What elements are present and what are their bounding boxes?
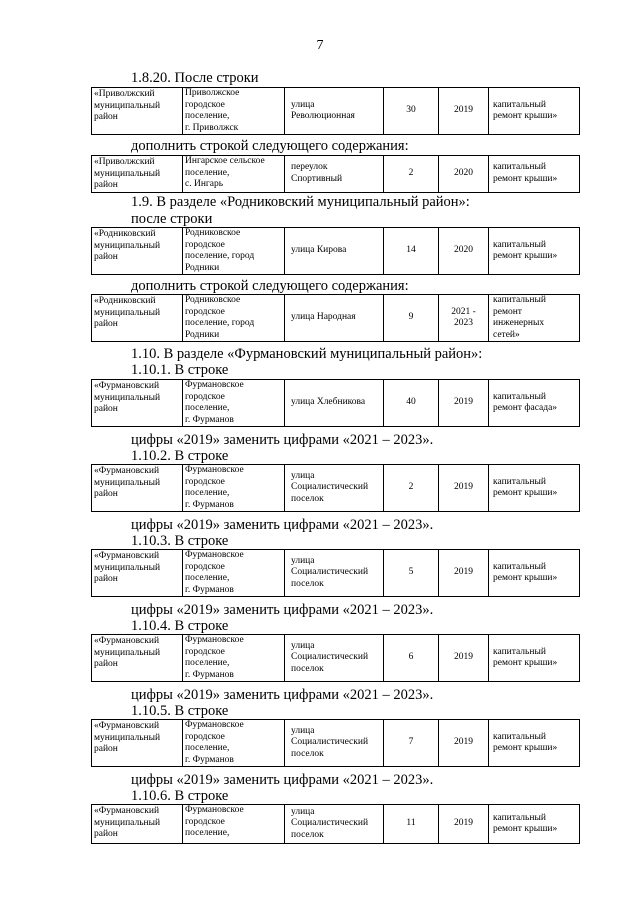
cell-district: «Приволжский муниципальный район: [92, 156, 183, 193]
cell-work-type: капитальный ремонт фасада»: [489, 380, 580, 427]
table-row: [91, 804, 580, 844]
cell-work-type: капитальный ремонт крыши»: [489, 88, 580, 135]
cell-house: 14: [384, 228, 439, 275]
cell-street: переулок Спортивный: [285, 156, 384, 193]
cell-street: улица Социалистический поселок: [285, 805, 384, 844]
section-heading: 1.10.5. В строке: [131, 703, 229, 719]
cell-street: улица Кирова: [285, 228, 384, 275]
section-heading: 1.10. В разделе «Фурмановский муниципальный район»:: [131, 346, 483, 362]
cell-street: улица Народная: [285, 295, 384, 342]
cell-house: 9: [384, 295, 439, 342]
section-heading: 1.10.4. В строке: [131, 618, 229, 634]
table-row: [91, 155, 580, 193]
section-heading: 1.8.20. После строки: [131, 70, 259, 86]
instruction-line: дополнить строкой следующего содержания:: [131, 138, 409, 154]
cell-street: улица Социалистический поселок: [285, 720, 384, 767]
cell-work-type: капитальный ремонт инженерных сетей»: [489, 295, 580, 342]
cell-year: 2019: [439, 550, 489, 597]
instruction-line: цифры «2019» заменить цифрами «2021 – 2023».: [131, 517, 434, 533]
cell-work-type: капитальный ремонт крыши»: [489, 228, 580, 275]
cell-settlement: Родниковское городское поселение, город Родники: [183, 295, 285, 342]
section-heading: 1.9. В разделе «Родниковский муниципальный район»:: [131, 194, 470, 210]
cell-work-type: капитальный ремонт крыши»: [489, 465, 580, 512]
instruction-line: цифры «2019» заменить цифрами «2021 – 2023».: [131, 432, 434, 448]
cell-year: 2021 - 2023: [439, 295, 489, 342]
page-number: 7: [316, 38, 324, 53]
cell-house: 2: [384, 465, 439, 512]
cell-settlement: Ингарское сельское поселение, с. Ингарь: [183, 156, 285, 193]
cell-settlement: Фурмановское городское поселение, г. Фурманов: [183, 720, 285, 767]
table-row: [91, 87, 580, 135]
cell-district: «Фурмановский муниципальный район: [92, 550, 183, 597]
cell-settlement: Фурмановское городское поселение, г. Фурманов: [183, 465, 285, 512]
cell-street: улица Революционная: [285, 88, 384, 135]
cell-street: улица Социалистический поселок: [285, 635, 384, 682]
cell-district: «Фурмановский муниципальный район: [92, 720, 183, 767]
cell-year: 2020: [439, 228, 489, 275]
cell-street: улица Социалистический поселок: [285, 465, 384, 512]
table-row: [91, 294, 580, 342]
cell-work-type: капитальный ремонт крыши»: [489, 635, 580, 682]
cell-settlement: Приволжское городское поселение, г. Приволжск: [183, 88, 285, 135]
table-row: [91, 634, 580, 682]
section-heading: 1.10.6. В строке: [131, 788, 229, 804]
section-heading: 1.10.3. В строке: [131, 533, 229, 549]
cell-district: «Приволжский муниципальный район: [92, 88, 183, 135]
table-row: [91, 719, 580, 767]
cell-house: 2: [384, 156, 439, 193]
instruction-line: цифры «2019» заменить цифрами «2021 – 2023».: [131, 687, 434, 703]
cell-district: «Родниковский муниципальный район: [92, 228, 183, 275]
section-heading: 1.10.1. В строке: [131, 362, 229, 378]
cell-year: 2019: [439, 720, 489, 767]
instruction-line: дополнить строкой следующего содержания:: [131, 278, 409, 294]
table-row: [91, 379, 580, 427]
table-row: [91, 549, 580, 597]
cell-work-type: капитальный ремонт крыши»: [489, 550, 580, 597]
cell-year: 2019: [439, 465, 489, 512]
table-row: [91, 464, 580, 512]
cell-district: «Фурмановский муниципальный район: [92, 465, 183, 512]
cell-settlement: Фурмановское городское поселение,: [183, 805, 285, 844]
table-row: [91, 227, 580, 275]
cell-house: 11: [384, 805, 439, 844]
cell-work-type: капитальный ремонт крыши»: [489, 805, 580, 844]
section-heading: 1.10.2. В строке: [131, 448, 229, 464]
cell-year: 2019: [439, 805, 489, 844]
instruction-line: цифры «2019» заменить цифрами «2021 – 2023».: [131, 602, 434, 618]
cell-house: 30: [384, 88, 439, 135]
cell-street: улица Социалистический поселок: [285, 550, 384, 597]
cell-district: «Фурмановский муниципальный район: [92, 635, 183, 682]
cell-work-type: капитальный ремонт крыши»: [489, 156, 580, 193]
instruction-line: цифры «2019» заменить цифрами «2021 – 2023».: [131, 772, 434, 788]
cell-settlement: Родниковское городское поселение, город Родники: [183, 228, 285, 275]
cell-year: 2019: [439, 635, 489, 682]
cell-year: 2020: [439, 156, 489, 193]
cell-house: 40: [384, 380, 439, 427]
cell-work-type: капитальный ремонт крыши»: [489, 720, 580, 767]
cell-district: «Фурмановский муниципальный район: [92, 380, 183, 427]
cell-settlement: Фурмановское городское поселение, г. Фурманов: [183, 380, 285, 427]
cell-house: 5: [384, 550, 439, 597]
cell-street: улица Хлебникова: [285, 380, 384, 427]
cell-year: 2019: [439, 380, 489, 427]
cell-house: 6: [384, 635, 439, 682]
cell-district: «Фурмановский муниципальный район: [92, 805, 183, 844]
cell-district: «Родниковский муниципальный район: [92, 295, 183, 342]
cell-settlement: Фурмановское городское поселение, г. Фурманов: [183, 550, 285, 597]
instruction-line: после строки: [131, 211, 213, 227]
cell-year: 2019: [439, 88, 489, 135]
cell-house: 7: [384, 720, 439, 767]
cell-settlement: Фурмановское городское поселение, г. Фурманов: [183, 635, 285, 682]
